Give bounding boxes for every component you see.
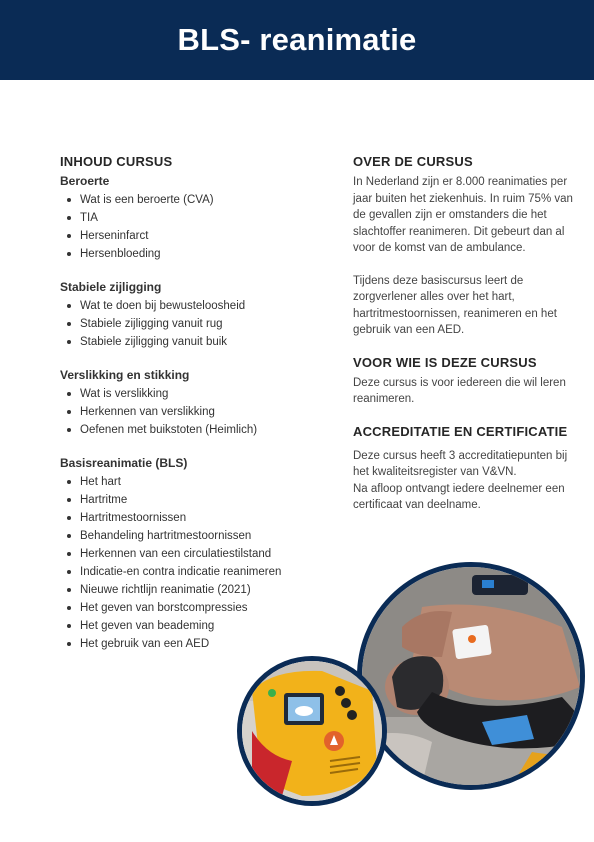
list-item: Herkennen van verslikking: [80, 403, 330, 421]
list-item: Het geven van beademing: [80, 617, 330, 635]
about-heading: OVER DE CURSUS: [353, 154, 473, 169]
list-item: Het gebruik van een AED: [80, 635, 330, 653]
list-item: Nieuwe richtlijn reanimatie (2021): [80, 581, 330, 599]
topic-list: [60, 191, 330, 263]
course-info-column: [353, 154, 585, 530]
audience-paragraph: Deze cursus is voor iedereen die wil leren reanimeren.: [353, 376, 566, 405]
list-item: Behandeling hartritmestoornissen: [80, 527, 330, 545]
course-content-column: [60, 154, 330, 670]
topic-group: [60, 368, 330, 439]
topic-title: Stabiele zijligging: [60, 280, 162, 294]
list-item: Stabiele zijligging vanuit buik: [80, 333, 330, 351]
audience-heading: VOOR WIE IS DEZE CURSUS: [353, 354, 537, 370]
list-item: TIA: [80, 209, 330, 227]
list-item: Hersenbloeding: [80, 245, 330, 263]
topic-list: [60, 385, 330, 439]
list-item: Het hart: [80, 473, 330, 491]
manikin-photo: [357, 562, 585, 790]
list-item: Wat is verslikking: [80, 385, 330, 403]
topic-group: [60, 280, 330, 351]
list-item: Wat is een beroerte (CVA): [80, 191, 330, 209]
list-item: Stabiele zijligging vanuit rug: [80, 315, 330, 333]
course-content-heading: INHOUD CURSUS: [60, 154, 173, 169]
accreditation-paragraph: Deze cursus heeft 3 accreditatiepunten bij het kwaliteitsregister van V&VN.: [353, 449, 568, 478]
topic-title: Verslikking en stikking: [60, 368, 190, 382]
page-title: BLS- reanimatie: [177, 22, 417, 57]
list-item: Wat te doen bij bewusteloosheid: [80, 297, 330, 315]
manikin-illustration: [362, 567, 580, 785]
list-item: Indicatie-en contra indicatie reanimeren: [80, 563, 330, 581]
topic-list: [60, 297, 330, 351]
topic-title: Beroerte: [60, 174, 110, 188]
list-item: Het geven van borstcompressies: [80, 599, 330, 617]
aed-photo: [237, 656, 387, 806]
list-item: Herkennen van een circulatiestilstand: [80, 545, 330, 563]
accreditation-paragraph: Na afloop ontvangt iedere deelnemer een certificaat van deelname.: [353, 482, 565, 511]
accreditation-section: [353, 424, 585, 514]
list-item: Hartritmestoornissen: [80, 509, 330, 527]
list-item: Herseninfarct: [80, 227, 330, 245]
about-paragraph: In Nederland zijn er 8.000 reanimaties per jaar buiten het ziekenhuis. In ruim 75% van de gevallen zijn er omstanders die het slachtoffer reanimeren. Dit gebeurt dan al voor de komst van de ambulance.: [353, 176, 573, 254]
list-item: Hartritme: [80, 491, 330, 509]
about-section: [353, 154, 585, 339]
topic-group: [60, 456, 330, 653]
topic-group: [60, 174, 330, 263]
audience-section: [353, 355, 585, 408]
list-item: Oefenen met buikstoten (Heimlich): [80, 421, 330, 439]
page-header: [0, 0, 594, 80]
topic-title: Basisreanimatie (BLS): [60, 456, 188, 470]
about-paragraph: Tijdens deze basiscursus leert de zorgverlener alles over het hart, hartritmestoornissen, reanimeren en het gebruik van een AED.: [353, 274, 557, 336]
aed-illustration: [242, 661, 382, 801]
accreditation-heading: ACCREDITATIE EN CERTIFICATIE: [353, 423, 568, 439]
topic-list: [60, 473, 330, 653]
